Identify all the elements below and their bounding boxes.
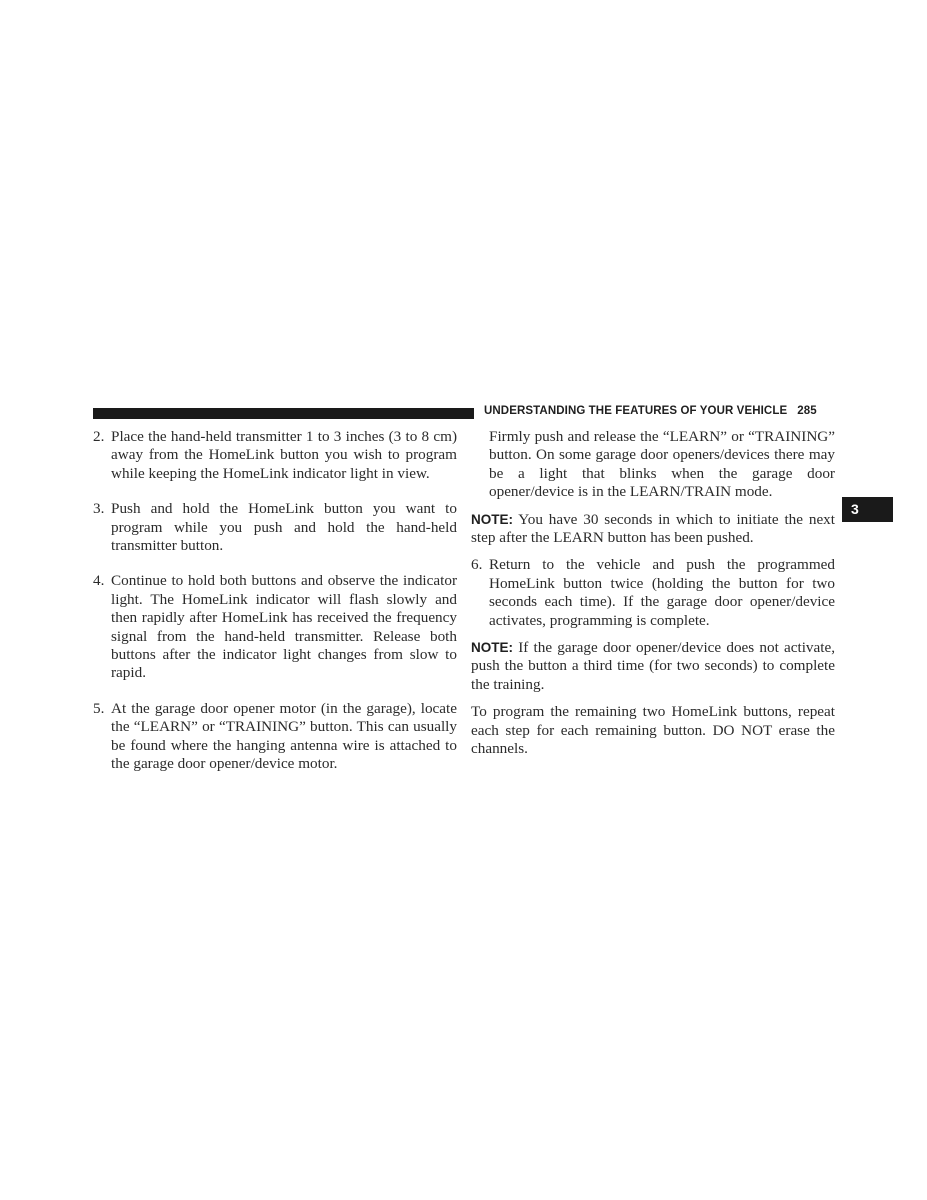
step-text: Return to the vehicle and push the programmed HomeLink button twice (holding the button for two seconds each time). If the garage door opener/device activates, programming is complete.	[489, 556, 835, 629]
header-rule	[93, 408, 474, 419]
section-title: UNDERSTANDING THE FEATURES OF YOUR VEHICLE	[484, 405, 788, 417]
step-number: 6.	[471, 556, 483, 574]
step-5-continued: Firmly push and release the “LEARN” or “TRAINING” button. On some garage door openers/devices there may be a light that blinks when the garage door opener/device is in the LEARN/TRAIN mode.	[489, 428, 835, 501]
step-number: 3.	[93, 500, 105, 518]
step-number: 2.	[93, 428, 105, 445]
step-number: 5.	[93, 699, 105, 717]
step-number: 4.	[93, 572, 105, 590]
running-header	[484, 405, 835, 417]
step-6	[471, 556, 835, 630]
note-label: NOTE:	[471, 640, 513, 656]
left-column	[93, 428, 457, 791]
step-text: Push and hold the HomeLink button you want to program while you push and hold the hand-held transmitter button.	[111, 500, 457, 555]
note-text: You have 30 seconds in which to initiate the next step after the LEARN button has been pushed.	[471, 510, 835, 547]
closing-paragraph: To program the remaining two HomeLink buttons, repeat each step for each remaining button. DO NOT erase the channels.	[471, 703, 835, 758]
step-text: Place the hand-held transmitter 1 to 3 inches (3 to 8 cm) away from the HomeLink button you wish to program while keeping the HomeLink indicator light in view.	[111, 428, 457, 482]
note-text: If the garage door opener/device does not activate, push the button a third time (for two seconds) to complete the training.	[471, 639, 836, 693]
step-text: Continue to hold both buttons and observe the indicator light. The HomeLink indicator will flash slowly and then rapidly after HomeLink has received the frequency signal from the hand-held transmitter. Release both buttons after the indicator light changes from slow to rapid.	[111, 572, 457, 682]
page-number: 285	[797, 405, 817, 417]
step-text: At the garage door opener motor (in the garage), locate the “LEARN” or “TRAINING” button. This can usually be found where the hanging antenna wire is attached to the garage door opener/device motor.	[111, 699, 457, 773]
note-30-seconds	[471, 511, 835, 548]
chapter-tab: 3	[842, 497, 893, 522]
step-3	[93, 500, 457, 555]
note-not-activate	[471, 639, 835, 694]
step-2	[93, 428, 457, 483]
right-column	[471, 428, 835, 768]
step-5	[93, 700, 457, 774]
step-4	[93, 572, 457, 682]
note-label: NOTE:	[471, 511, 513, 527]
